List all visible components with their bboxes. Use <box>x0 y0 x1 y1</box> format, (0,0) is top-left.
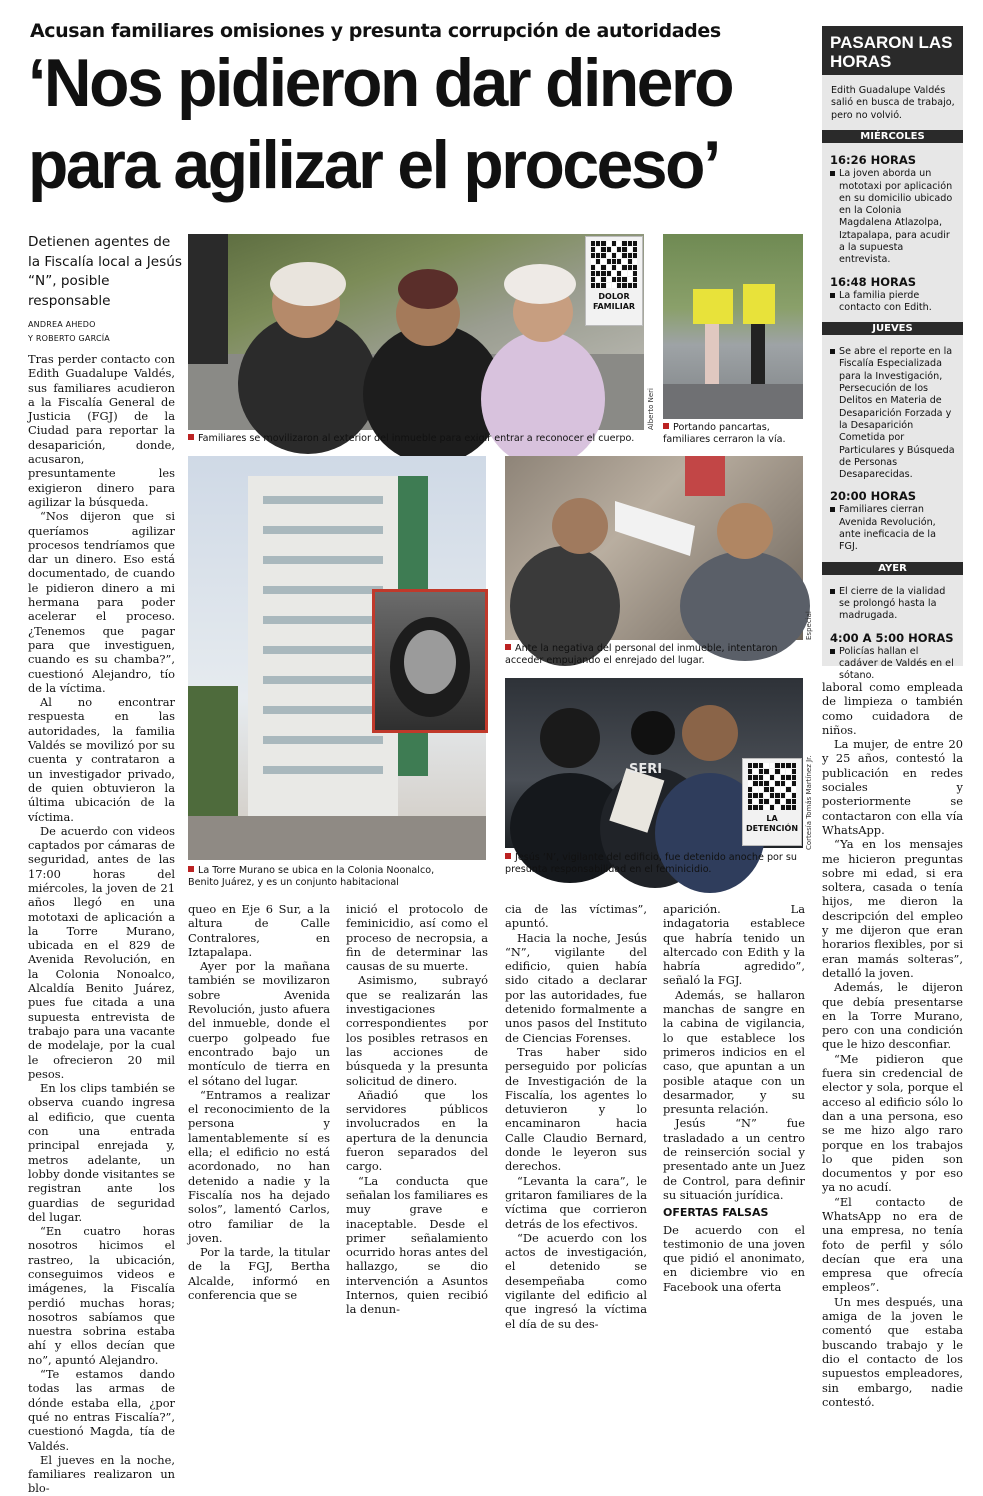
article-column-5 <box>663 902 805 1294</box>
photo-torre-murano <box>188 456 486 860</box>
caption-marker-icon <box>663 423 669 429</box>
paragraph: Además, se hallaron manchas de sangre en la cabina de vigilancia, lo que establece los primeros indicios en el caso, que apuntan a un posible ataque con un desarmador, y su presunta relación. <box>663 987 805 1117</box>
photo4-caption: Ante la negativa del personal del inmueble, intentaron acceder empujando el enrejado del lugar. <box>505 643 778 667</box>
paragraph: laboral como empleada de limpieza o también como cuidadora de niños. <box>822 680 963 737</box>
article-column-2 <box>188 902 330 1303</box>
paragraph: Además, le dijeron que debía presentarse en la Torre Murano, pero con una condición que le hizo desconfiar. <box>822 980 963 1052</box>
sidebar-day-ayer: AYER <box>822 562 963 575</box>
paragraph: “El contacto de WhatsApp no era de una empresa, no tenía foto de perfil y sólo decían que era una empresa que ofrecía empleos”. <box>822 1194 963 1295</box>
paragraph: “La conducta que señalan los familiares es muy grave e inaceptable. Desde el primer señalamiento ocurrido horas antes del hallazgo, se dio intervención a Asuntos Internos, quien recibió la denun- <box>346 1173 488 1317</box>
photo1-caption: Familiares se movilizaron al exterior del inmueble para exigir entrar a reconocer el cuerpo. <box>188 433 648 445</box>
deck: Detienen agentes de la Fiscalía local a Jesús “N”, posible responsable <box>28 234 182 309</box>
caption-marker-icon <box>188 434 194 440</box>
kicker: Acusan familiares omisiones y presunta corrupción de autoridades <box>30 20 721 42</box>
paragraph: aparición. La indagatoria establece que habría tenido un altercado con Edith y la habría agredido”, señaló la FGJ. <box>663 902 805 988</box>
timeline-sidebar <box>822 26 963 682</box>
qr-label-la-detencion: LA DETENCIÓN <box>745 814 799 833</box>
photo1-credit: Alberto Neri <box>647 388 655 430</box>
caption-marker-icon <box>188 866 194 872</box>
photo2-caption: Portando pancartas, familiares cerraron la vía. <box>663 422 786 446</box>
photo-megaphone-protest <box>505 456 803 640</box>
paragraph: En los clips también se observa cuando ingresa al edificio, que cuenta con una entrada principal enrejada y, metros adelante, un lobby donde visitantes se registran ante los guardias de seguridad del lugar. <box>28 1081 175 1224</box>
byline <box>28 318 110 346</box>
victim-portrait-art <box>375 592 485 730</box>
sidebar-entry: Policías hallan el cadáver de Valdés en el sótano. <box>822 645 963 691</box>
sidebar-entry: El cierre de la vialidad se prolongó hasta la madrugada. <box>822 585 963 631</box>
paragraph: Tras haber sido perseguido por policías de Investigación de la Fiscalía, los agentes lo detuvieron y lo encaminaron hacia Calle Claudio Bernard, donde le leyeron sus derechos. <box>505 1044 647 1174</box>
photo-protest-signs <box>663 234 803 419</box>
sidebar-day-miercoles: MIÉRCOLES <box>822 130 963 143</box>
subhead-ofertas-falsas: OFERTAS FALSAS <box>663 1206 769 1220</box>
paragraph: “Te estamos dando todas las armas de dónde estaba ella, ¿por qué no entras Fiscalía?”, cuestionó Magda, tía de Valdés. <box>28 1367 175 1453</box>
paragraph: “Levanta la cara”, le gritaron familiares de la víctima que corrieron detrás de los efectivos. <box>505 1173 647 1231</box>
byline-author-1: ANDREA AHEDO <box>28 320 96 329</box>
paragraph: Un mes después, una amiga de la joven le comentó que estaba buscando trabajo y le dio el contacto de los supuestos empleadores, sin embargo, nadie contestó. <box>822 1294 963 1409</box>
paragraph: La mujer, de entre 20 y 25 años, contestó la publicación en redes sociales y posteriormente se contactaron con ella vía WhatsApp. <box>822 737 963 837</box>
sidebar-time: 4:00 A 5:00 HORAS <box>830 630 954 645</box>
photo-arrest <box>505 678 803 848</box>
qr-code-dolor-familiar[interactable] <box>585 236 643 326</box>
qr-code-la-detencion[interactable] <box>742 758 802 846</box>
photo-protest-signs-art <box>663 234 803 419</box>
paragraph: “Ya en los mensajes me hicieron preguntas sobre mi edad, si era soltera, casada o tenía hijos, me dieron la descripción del empleo y me dijeron que eran horarios flexibles, por si eran mamás solteras”, detalló la joven. <box>822 837 963 980</box>
headline: ‘Nos pidieron dar dinero para agilizar el proceso’ <box>28 45 733 203</box>
paragraph: Por la tarde, la titular de la FGJ, Bertha Alcalde, informó en conferencia que se <box>188 1245 330 1303</box>
article-column-6 <box>822 680 963 1409</box>
qr-pattern <box>591 241 637 288</box>
sidebar-intro: Edith Guadalupe Valdés salió en busca de trabajo, pero no volvió. <box>831 85 955 121</box>
article-column-1 <box>28 352 175 1496</box>
photo5-credit: Cortesía Tomás Martínez Jr. <box>805 755 813 850</box>
article-column-4 <box>505 902 647 1331</box>
sidebar-entry: La joven aborda un mototaxi por aplicación en su domicilio ubicado en la Colonia Magdalena Atlazolpa, Iztapalapa, para acudir a la supuesta entrevista. <box>822 167 963 274</box>
sidebar-title: PASARON LAS HORAS <box>822 26 963 75</box>
sidebar-time: 16:48 HORAS <box>830 274 917 289</box>
paragraph: Añadió que los servidores públicos involucrados en la apertura de la denuncia fueron separados del cargo. <box>346 1087 488 1174</box>
caption-marker-icon <box>505 853 511 859</box>
photo4-credit: Especial <box>805 611 813 640</box>
qr-pattern <box>748 763 796 810</box>
sidebar-time: 16:26 HORAS <box>830 153 917 168</box>
paragraph: “De acuerdo con los actos de investigación, el detenido se desempeñaba como vigilante del edificio al que ingresó la víctima el día de su des- <box>505 1230 647 1331</box>
sidebar-time: 20:00 HORAS <box>830 489 917 504</box>
paragraph: “Nos dijeron que si queríamos agilizar procesos tendríamos que dar un dinero. Eso está documentado, de cuando le pidieron dinero a mi hermana para poder acelerar el proceso. ¿Tenemos que pagar para que investiguen, cuando es su chamba?”, cuestionó Alejandro, tío de la víctima. <box>28 509 175 695</box>
paragraph: “Me pidieron que fuera sin credencial de elector y sola, porque el acceso al edificio sólo lo dan a una persona, eso se me hizo algo raro porque en los trabajos lo que piden son documentos y por eso ya no acudí. <box>822 1051 963 1195</box>
paragraph: De acuerdo con el testimonio de una joven que pidió el anonimato, en diciembre vio en Facebook una oferta <box>663 1222 805 1294</box>
sidebar-entry: Se abre el reporte en la Fiscalía Especializada para la Investigación, Persecución de los Delitos en Materia de Desaparición Forzada y la Desaparición Cometida por Particulares y Búsqueda de Personas Desaparecidas. <box>822 345 963 489</box>
paragraph: Tras perder contacto con Edith Guadalupe Valdés, sus familiares acudieron a la Fiscalía General de Justicia (FGJ) de la Ciudad para reportar la desaparición, donde, acusaron, presuntamente les exigieron dinero para agilizar la búsqueda. <box>28 352 175 509</box>
photo-family-grieving-art <box>188 234 644 430</box>
vest-text-seri: SERI <box>629 762 663 777</box>
paragraph: Jesús “N” fue trasladado a un centro de reinserción social y presentado ante un Juez de Control, para definir su situación jurídica. <box>663 1116 805 1202</box>
paragraph: queo en Eje 6 Sur, a la altura de Calle Contralores, en Iztapalapa. <box>188 902 330 959</box>
paragraph: Asimismo, subrayó que se realizarán las investigaciones correspondientes por los posibles retrasos en las acciones de búsqueda y la presunta solicitud de dinero. <box>346 973 488 1088</box>
paragraph: “En cuatro horas nosotros hicimos el rastreo, la ubicación, conseguimos videos e imágenes, la Fiscalía perdió muchas horas; nosotros sabíamos que nuestra sobrina estaba ahí y ellos decían que no”, apuntó Alejandro. <box>28 1224 175 1367</box>
paragraph: cia de las víctimas”, apuntó. <box>505 902 647 931</box>
sidebar-entry: Familiares cierran Avenida Revolución, ante ineficacia de la FGJ. <box>822 503 963 561</box>
byline-author-2: Y ROBERTO GARCÍA <box>28 334 110 343</box>
paragraph: De acuerdo con videos captados por cámaras de seguridad, antes de las 17:00 horas del miércoles, la joven de 21 años llegó en una mototaxi de aplicación a la Torre Murano, ubicada en el 829 de Avenida Revolución, en la Colonia Nonoalco, Alcaldía Benito Juárez, pues fue citada a una supuesta entrevista de trabajo para una vacante de modelaje, por la cual le ofrecieron 20 mil pesos. <box>28 823 175 1081</box>
photo3-caption: La Torre Murano se ubica en la Colonia Noonalco, Benito Juárez, y es un conjunto habitacional <box>188 865 435 889</box>
paragraph: Al no encontrar respuesta en las autoridades, la familia Valdés se movilizó por su cuenta y contrataron a un investigador privado, de quien obtuvieron la última ubicación de la víctima. <box>28 695 175 824</box>
article-column-3 <box>346 902 488 1317</box>
paragraph: inició el protocolo de feminicidio, así como el proceso de necropsia, a fin de determinar las causas de su muerte. <box>346 902 488 974</box>
caption-marker-icon <box>505 644 511 650</box>
paragraph: “Entramos a realizar el reconocimiento de la persona y lamentablemente sí es ella; el edificio no está acordonado, no han detenido a nadie y la Fiscalía nos ha dejado solos”, lamentó Carlos, otro familiar de la joven. <box>188 1087 330 1245</box>
paragraph: El jueves en la noche, familiares realizaron un blo- <box>28 1452 175 1496</box>
photo5-caption: Jesús ‘N’, vigilante del edificio, fue detenido anoche por su presunta responsabilidad en el feminicidio. <box>505 852 797 876</box>
photo-victim-inset <box>372 589 488 733</box>
sidebar-entry: La familia pierde contacto con Edith. <box>822 289 963 323</box>
paragraph: Hacia la noche, Jesús “N”, vigilante del edificio, quien había sido citado a declarar por las autoridades, fue detenido formalmente a unos pasos del Instituto de Ciencias Forenses. <box>505 930 647 1045</box>
photo-megaphone-protest-art <box>505 456 803 640</box>
sidebar-day-jueves: JUEVES <box>822 322 963 335</box>
photo-family-grieving <box>188 234 644 430</box>
qr-label-dolor-familiar: DOLOR FAMILIAR <box>592 292 636 311</box>
paragraph: Ayer por la mañana también se movilizaron sobre Avenida Revolución, justo afuera del inmueble, donde el cuerpo golpeado fue encontrado bajo un montículo de tierra en el sótano del lugar. <box>188 959 330 1088</box>
